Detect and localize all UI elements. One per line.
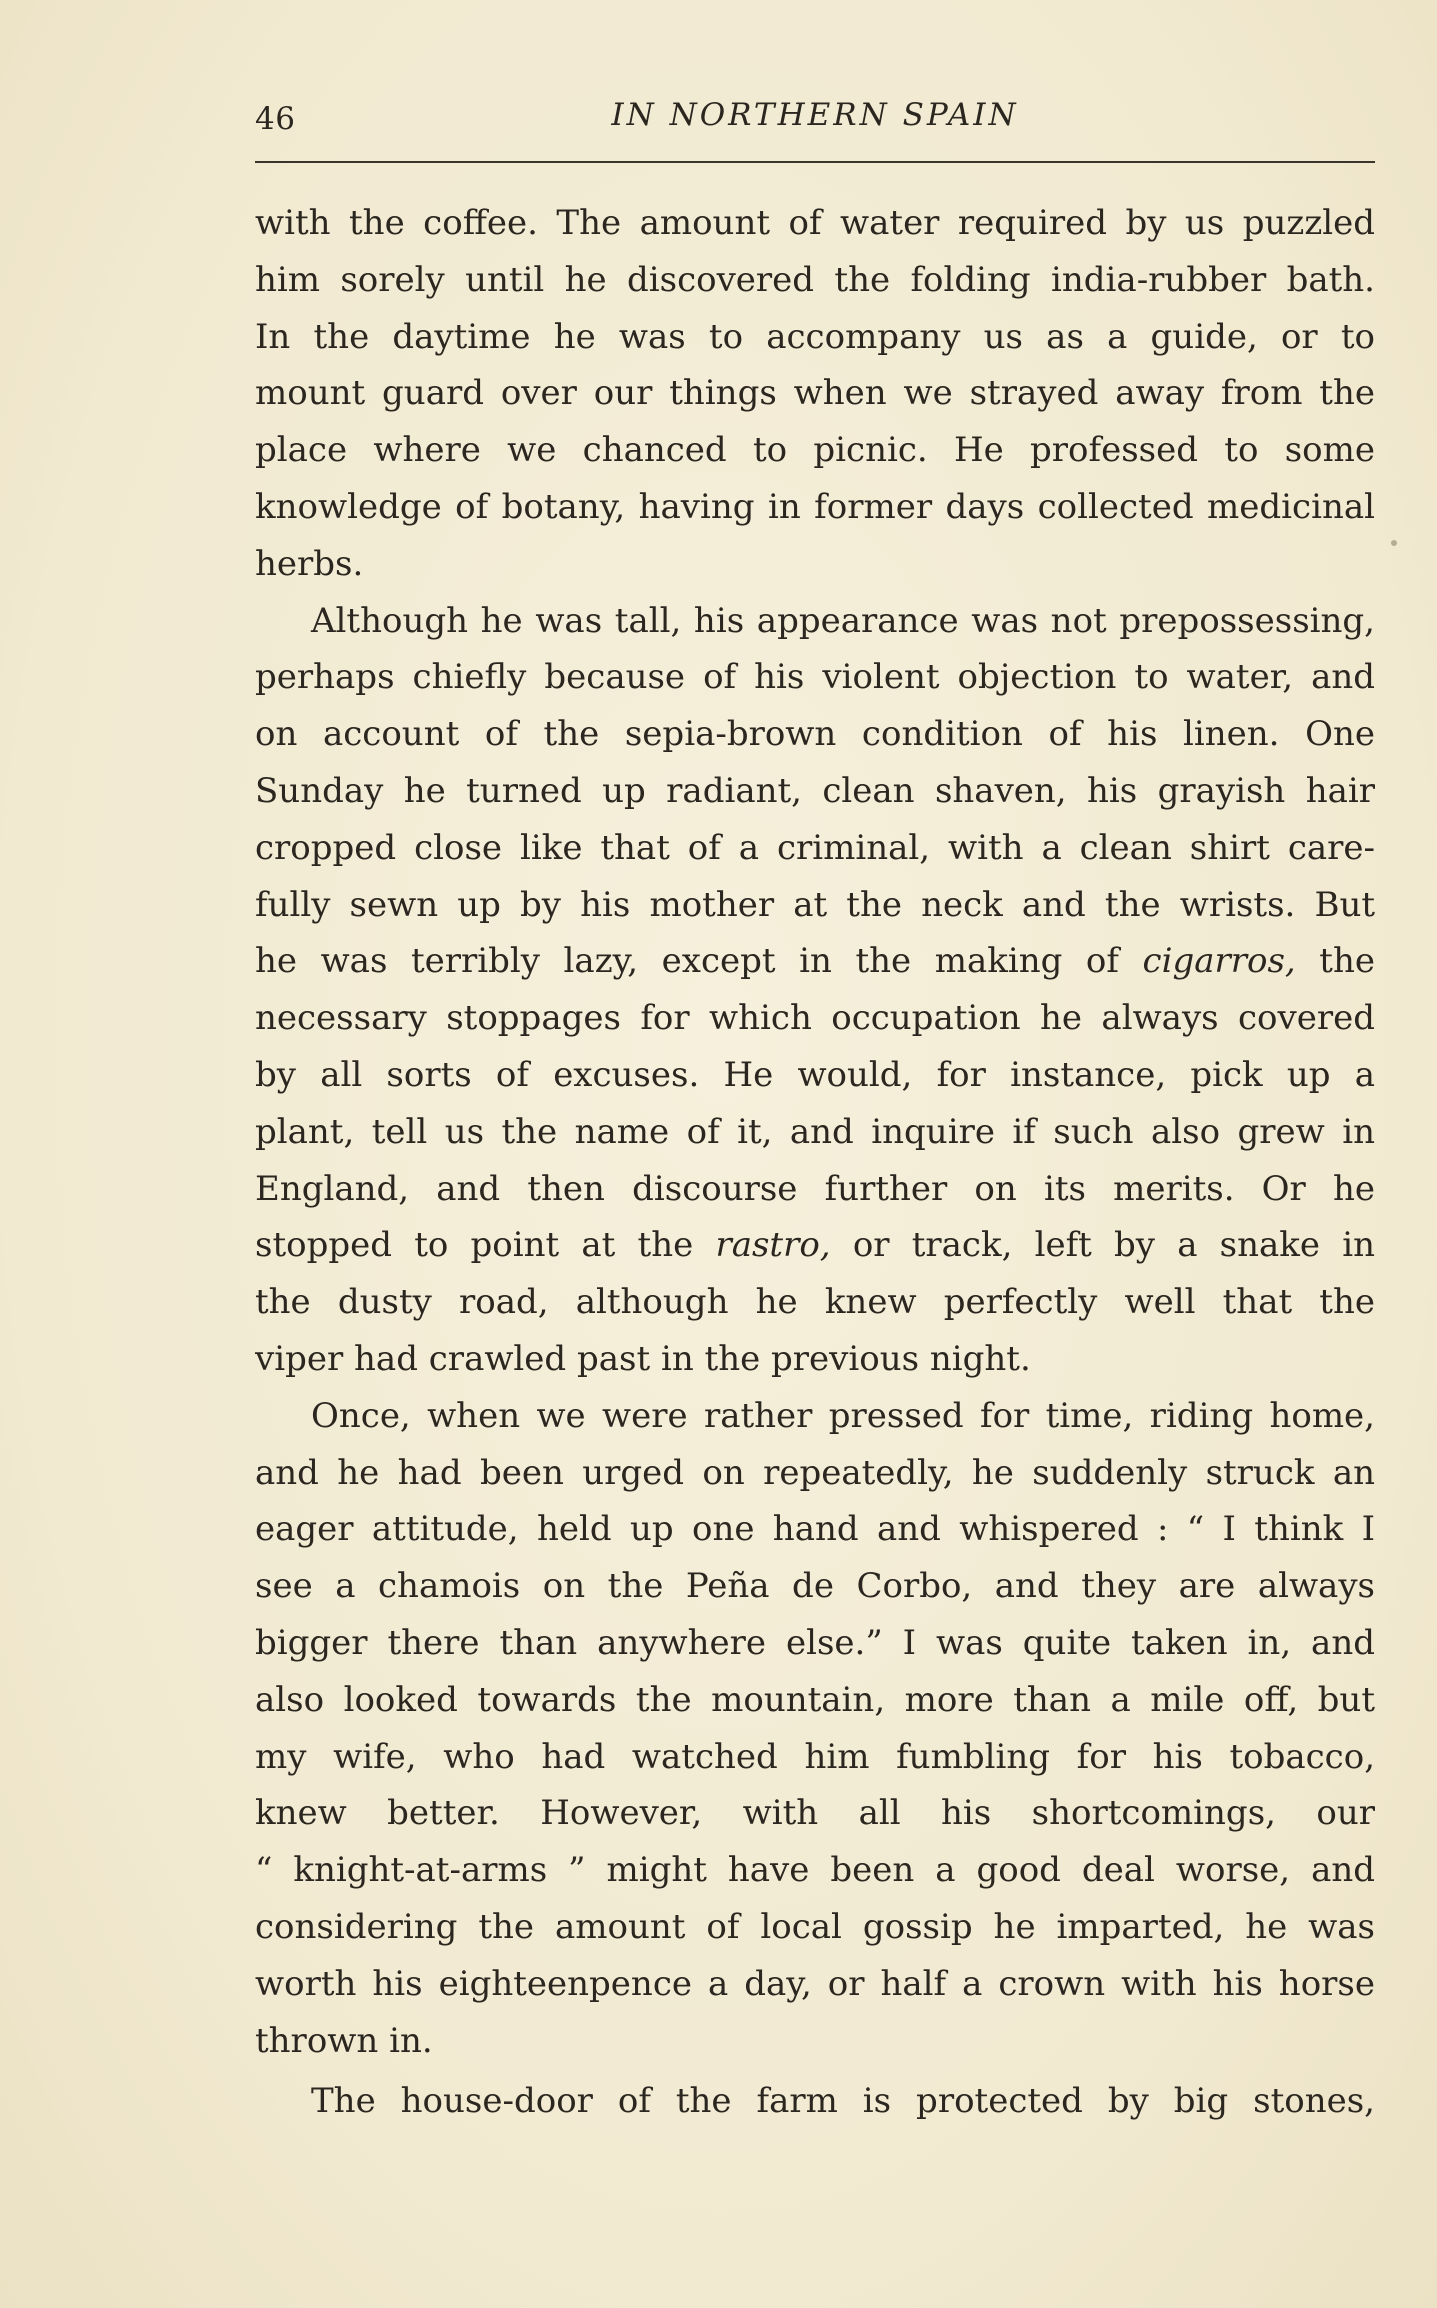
running-title: IN NORTHERN SPAIN	[611, 97, 1019, 133]
text-line: thrown in.	[255, 2020, 433, 2061]
paper-speck	[1391, 540, 1397, 546]
text-line: and he had been urged on repeatedly, he suddenly struck an	[255, 1452, 1375, 1493]
text-line	[255, 1217, 1375, 1274]
text-run: the	[1295, 941, 1375, 982]
text-line: place where we chanced to picnic. He professed to some	[255, 430, 1375, 471]
body-text	[255, 195, 1375, 2130]
text-line: mount guard over our things when we strayed away from the	[255, 373, 1375, 414]
text-line: worth his eighteenpence a day, or half a crown with his horse	[255, 1963, 1375, 2004]
text-line: knowledge of botany, having in former days collected medicinal	[255, 486, 1375, 527]
text-line: herbs.	[255, 543, 364, 584]
text-line: Although he was tall, his appearance was not prepossessing,	[311, 600, 1375, 641]
text-line: fully sewn up by his mother at the neck and the wrists. But	[255, 884, 1375, 925]
text-line: In the daytime he was to accompany us as a guide, or to	[255, 316, 1375, 357]
text-line: him sorely until he discovered the folding india-rubber bath.	[255, 259, 1375, 300]
text-line: eager attitude, held up one hand and whispered : “ I think I	[255, 1509, 1375, 1550]
text-line	[255, 933, 1375, 990]
text-run: or track, left by a snake in	[830, 1225, 1375, 1266]
text-line: plant, tell us the name of it, and inquire if such also grew in	[255, 1111, 1375, 1152]
text-line: perhaps chiefly because of his violent objection to water, and	[255, 657, 1375, 698]
text-line: my wife, who had watched him fumbling for his tobacco,	[255, 1736, 1375, 1777]
text-line: England, and then discourse further on its merits. Or he	[255, 1168, 1375, 1209]
text-line: on account of the sepia-brown condition of his linen. One	[255, 714, 1375, 755]
page-number: 46	[255, 101, 296, 137]
text-line: bigger there than anywhere else.” I was quite taken in, and	[255, 1622, 1375, 1663]
text-line: the dusty road, although he knew perfectly well that the	[255, 1282, 1375, 1323]
text-line: cropped close like that of a criminal, with a clean shirt care-	[255, 827, 1375, 868]
header-rule	[255, 161, 1375, 163]
italic-word-rastro: rastro,	[715, 1225, 831, 1266]
text-line: Sunday he turned up radiant, clean shaven, his grayish hair	[255, 770, 1375, 811]
italic-word-cigarros: cigarros,	[1142, 941, 1296, 982]
text-line: see a chamois on the Peña de Corbo, and they are always	[255, 1566, 1375, 1607]
running-head	[255, 95, 1375, 145]
text-line: with the coffee. The amount of water required by us puzzled	[255, 203, 1375, 243]
text-line: Once, when we were rather pressed for time, riding home,	[311, 1395, 1375, 1436]
text-line: by all sorts of excuses. He would, for instance, pick up a	[255, 1054, 1375, 1095]
text-line: knew better. However, with all his shortcomings, our	[255, 1793, 1375, 1834]
text-line: The house-door of the farm is protected by big stones,	[311, 2081, 1375, 2122]
text-line: viper had crawled past in the previous night.	[255, 1338, 1031, 1379]
text-run: stopped to point at the	[255, 1225, 716, 1266]
text-line: necessary stoppages for which occupation he always covered	[255, 998, 1375, 1039]
text-line: “ knight-at-arms ” might have been a good deal worse, and	[255, 1850, 1375, 1891]
text-line: also looked towards the mountain, more than a mile off, but	[255, 1679, 1375, 1720]
text-run: he was terribly lazy, except in the making of	[255, 941, 1143, 982]
text-line: considering the amount of local gossip he imparted, he was	[255, 1906, 1375, 1947]
